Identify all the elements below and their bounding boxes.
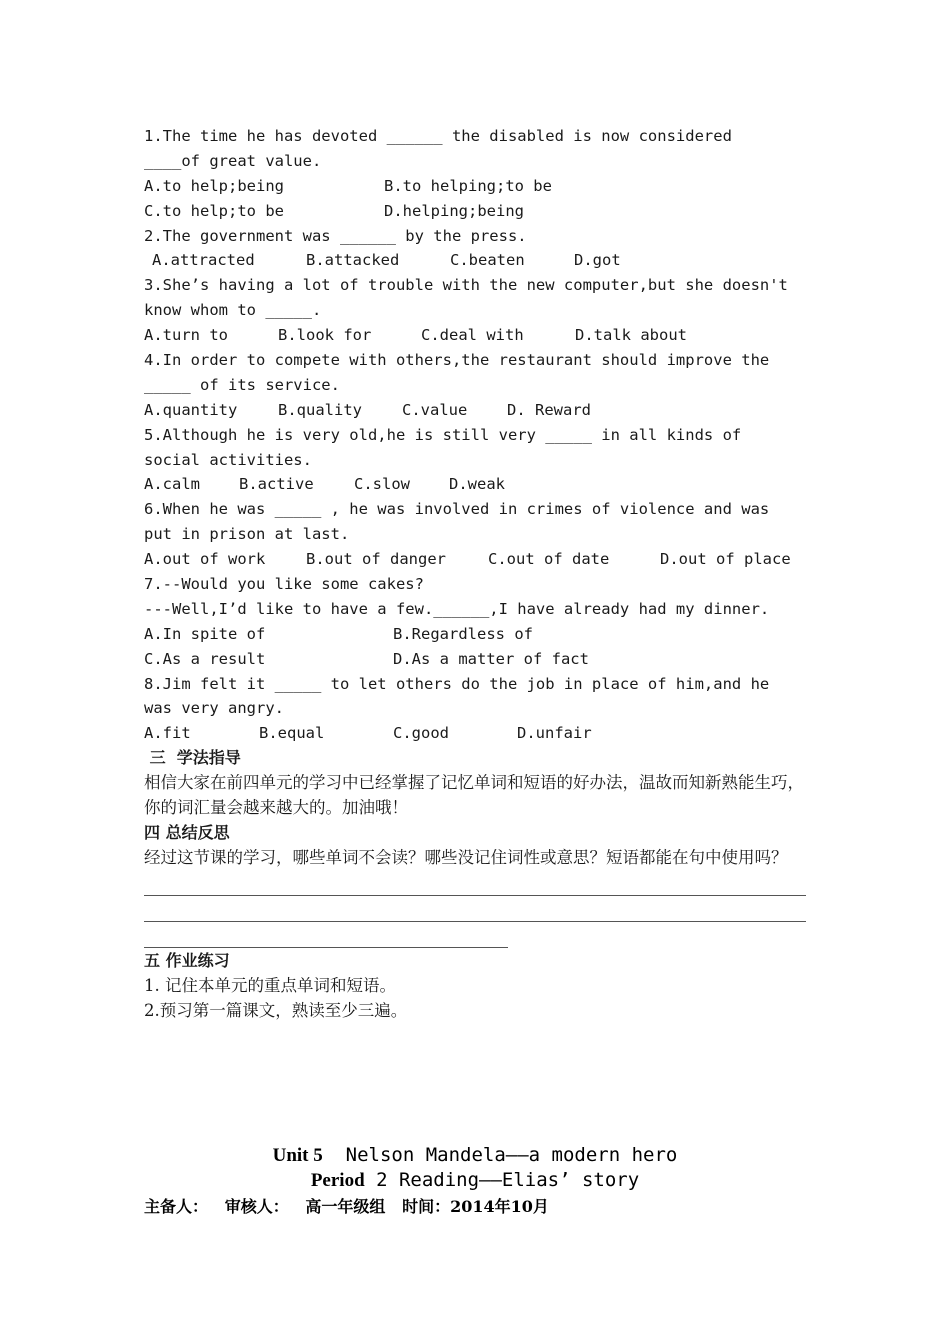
question-list xyxy=(144,124,814,746)
homework-item: 1. 记住本单元的重点单词和短语。 xyxy=(144,975,396,995)
answer-option[interactable]: B.quality xyxy=(278,400,362,419)
answer-option[interactable]: B.equal xyxy=(259,724,325,743)
option-row xyxy=(144,199,814,224)
answer-option[interactable]: B.out of danger xyxy=(306,550,446,569)
option-row xyxy=(144,398,814,423)
question-text: social activities. xyxy=(144,450,312,469)
answer-option[interactable]: C.good xyxy=(393,724,449,743)
option-row xyxy=(144,472,814,497)
answer-option[interactable]: D.As a matter of fact xyxy=(393,649,589,668)
option-row xyxy=(144,248,814,273)
answer-option[interactable]: D.out of place xyxy=(660,550,791,569)
section-4-text: 经过这节课的学习，哪些单词不会读？哪些没记住词性或意思？短语都能在句中使用吗？ xyxy=(144,847,788,867)
period-title xyxy=(0,1169,950,1192)
answer-option[interactable]: D.unfair xyxy=(517,724,592,743)
answer-option[interactable]: C.value xyxy=(402,400,468,419)
answer-option[interactable]: A.calm xyxy=(144,475,200,494)
answer-option[interactable]: D.got xyxy=(574,251,621,270)
question-text: put in prison at last. xyxy=(144,525,350,544)
option-row xyxy=(144,647,814,672)
question-text: 2.The government was ______ by the press. xyxy=(144,226,527,245)
answer-option[interactable]: B.Regardless of xyxy=(393,624,533,643)
homework-item: 2.预习第一篇课文，熟读至少三遍。 xyxy=(144,1000,408,1020)
answer-option[interactable]: C.slow xyxy=(354,475,410,494)
option-row xyxy=(144,323,814,348)
answer-option[interactable]: D. Reward xyxy=(507,400,591,419)
question-text: 5.Although he is very old,he is still very _____ in all kinds of xyxy=(144,425,742,444)
period-name: 2 Reading——Elias’ story xyxy=(364,1169,640,1191)
answer-option[interactable]: A.quantity xyxy=(144,400,238,419)
option-row xyxy=(144,622,814,647)
answer-option[interactable]: D.talk about xyxy=(575,326,687,345)
question-text: was very angry. xyxy=(144,699,284,718)
answer-option[interactable]: C.deal with xyxy=(421,326,524,345)
unit-name: Nelson Mandela——a modern hero xyxy=(322,1144,678,1166)
answer-option[interactable]: A.out of work xyxy=(144,550,266,569)
answer-line[interactable] xyxy=(144,871,806,896)
worksheet-body xyxy=(144,124,814,1023)
answer-option[interactable]: A.In spite of xyxy=(144,624,266,643)
answer-line[interactable] xyxy=(144,897,806,922)
question-text: 4.In order to compete with others,the restaurant should improve the xyxy=(144,351,770,370)
answer-option[interactable]: C.beaten xyxy=(450,251,525,270)
answer-option[interactable]: C.As a result xyxy=(144,649,266,668)
answer-option[interactable]: A.to help;being xyxy=(144,176,284,195)
answer-option[interactable]: C.to help;to be xyxy=(144,201,284,220)
period-label: Period xyxy=(310,1170,365,1191)
option-row xyxy=(144,547,814,572)
question-text: 3.She’s having a lot of trouble with the new computer,but she doesn't xyxy=(144,276,788,295)
answer-option[interactable]: B.look for xyxy=(278,326,372,345)
answer-option[interactable]: A.attracted xyxy=(152,251,255,270)
answer-line[interactable] xyxy=(144,923,508,948)
question-text: know whom to _____. xyxy=(144,301,322,320)
section-5-heading: 五 作业练习 xyxy=(144,950,230,970)
answer-option[interactable]: A.fit xyxy=(144,724,191,743)
answer-option[interactable]: C.out of date xyxy=(488,550,610,569)
answer-option[interactable]: B.attacked xyxy=(306,251,400,270)
section-3-text: 相信大家在前四单元的学习中已经掌握了记忆单词和短语的好办法，温故而知新熟能生巧，你的词汇量会越来越大的。加油哦！ xyxy=(144,773,804,818)
answer-option[interactable]: B.active xyxy=(239,475,314,494)
section-3-heading: 三 学法指导 xyxy=(144,748,241,768)
unit-label: Unit 5 xyxy=(272,1145,323,1166)
question-text: _____ of its service. xyxy=(144,375,340,394)
question-text: 6.When he was _____ , he was involved in crimes of violence and was xyxy=(144,500,770,519)
question-text: ____of great value. xyxy=(144,151,322,170)
option-row xyxy=(144,721,814,746)
answer-option[interactable]: D.weak xyxy=(449,475,505,494)
question-text: 7.--Would you like some cakes? xyxy=(144,575,424,594)
answer-option[interactable]: A.turn to xyxy=(144,326,228,345)
question-text: 8.Jim felt it _____ to let others do the job in place of him,and he xyxy=(144,674,770,693)
section-4-heading: 四 总结反思 xyxy=(144,822,230,842)
option-row xyxy=(144,174,814,199)
question-text: ---Well,I’d like to have a few.______,I have already had my dinner. xyxy=(144,599,770,618)
preparer-info: 主备人： 审核人： 高一年级组 时间：2014年10月 xyxy=(144,1197,549,1216)
unit-title xyxy=(0,1144,950,1167)
answer-option[interactable]: B.to helping;to be xyxy=(384,176,552,195)
answer-option[interactable]: D.helping;being xyxy=(384,201,524,220)
question-text: 1.The time he has devoted ______ the disabled is now considered xyxy=(144,127,732,145)
